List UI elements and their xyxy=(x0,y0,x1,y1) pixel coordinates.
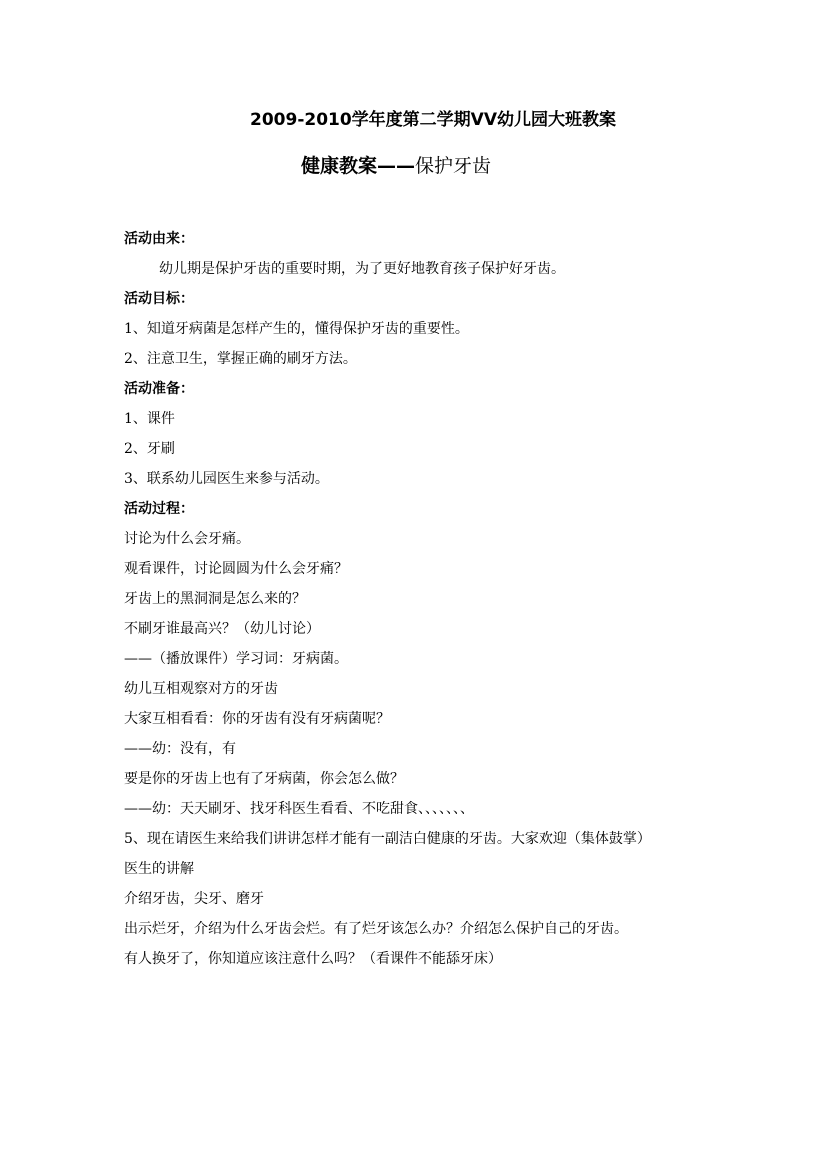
subtitle-bold-part: 健康教案—— xyxy=(301,155,416,177)
paragraph-line: ——（播放课件）学习词：牙病菌。 xyxy=(124,651,348,667)
paragraph: 幼儿期是保护牙齿的重要时期，为了更好地教育孩子保护好牙齿。 xyxy=(159,261,565,277)
paragraph-line: 介绍牙齿，尖牙、磨牙 xyxy=(124,891,264,907)
paragraph-line: 讨论为什么会牙痛。 xyxy=(124,531,250,547)
paragraph-line: 大家互相看看：你的牙齿有没有牙病菌呢？ xyxy=(124,711,390,727)
paragraph-line: 1、知道牙病菌是怎样产生的，懂得保护牙齿的重要性。 xyxy=(124,321,469,337)
paragraph-line: 2、牙刷 xyxy=(124,441,175,457)
paragraph-line: 出示烂牙，介绍为什么牙齿会烂。有了烂牙该怎么办？介绍怎么保护自己的牙齿。 xyxy=(124,921,628,937)
document-body xyxy=(124,224,712,974)
section-heading: 活动由来： xyxy=(124,231,194,247)
paragraph-line: 5、现在请医生来给我们讲讲怎样才能有一副洁白健康的牙齿。大家欢迎（集体鼓掌） xyxy=(124,831,651,847)
paragraph-line: 3、联系幼儿园医生来参与活动。 xyxy=(124,471,329,487)
paragraph-line: 1、课件 xyxy=(124,411,175,427)
section-heading: 活动目标： xyxy=(124,291,194,307)
document-subtitle xyxy=(301,153,491,179)
paragraph-line: 医生的讲解 xyxy=(124,861,194,877)
subtitle-normal-part: 保护牙齿 xyxy=(415,155,492,177)
paragraph-line: 观看课件，讨论圆圆为什么会牙痛？ xyxy=(124,561,348,577)
section-heading: 活动过程： xyxy=(124,501,194,517)
paragraph-line: ——幼：没有，有 xyxy=(124,741,236,757)
paragraph-line: 牙齿上的黑洞洞是怎么来的？ xyxy=(124,591,306,607)
paragraph-line: 有人换牙了，你知道应该注意什么吗？（看课件不能舔牙床） xyxy=(124,951,502,967)
paragraph-line: ——幼：天天刷牙、找牙科医生看看、不吃甜食、、、、、、、 xyxy=(124,801,474,817)
section-heading: 活动准备： xyxy=(124,381,194,397)
paragraph-line: 2、注意卫生，掌握正确的刷牙方法。 xyxy=(124,351,357,367)
paragraph-line: 不刷牙谁最高兴？（幼儿讨论） xyxy=(124,621,320,637)
paragraph-line: 幼儿互相观察对方的牙齿 xyxy=(124,681,278,697)
document-title: 2009-2010学年度第二学期VV幼儿园大班教案 xyxy=(250,110,616,130)
paragraph-line: 要是你的牙齿上也有了牙病菌，你会怎么做？ xyxy=(124,771,404,787)
